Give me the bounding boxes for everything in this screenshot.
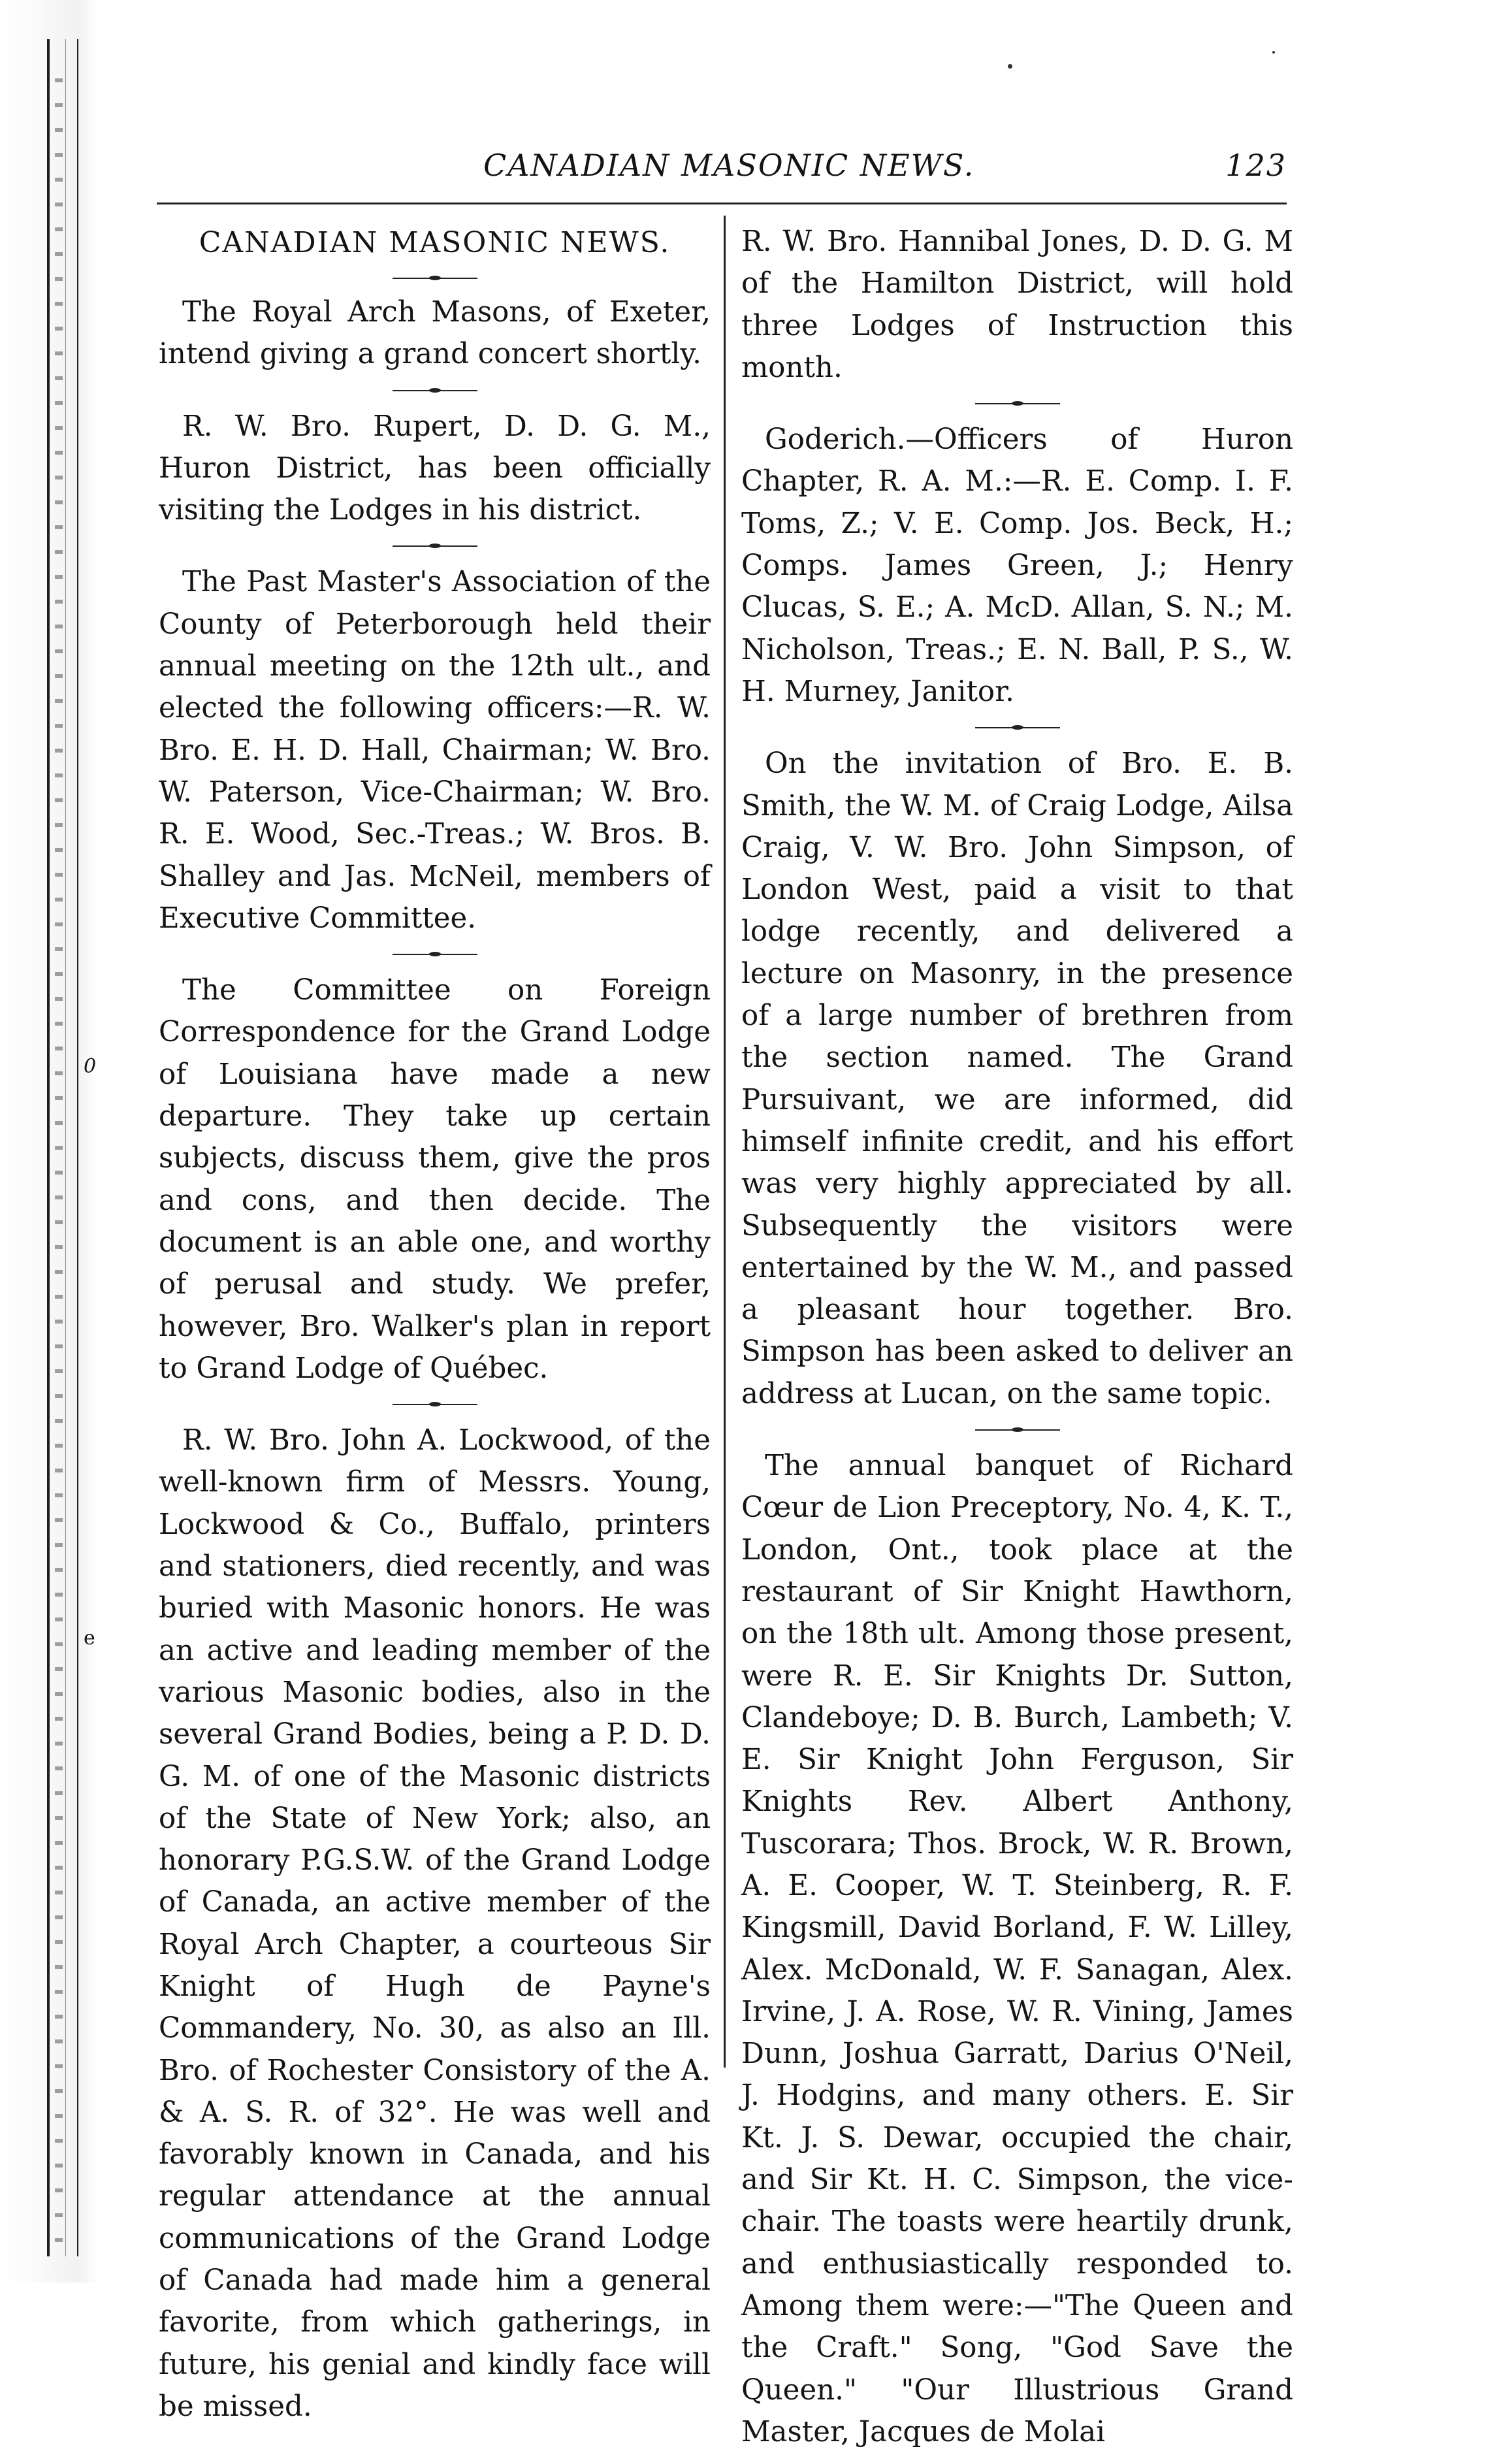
news-item: On the invitation of Bro. E. B. Smith, the W. M. of Craig Lodge, Ailsa Craig, V. W. Bro. John Simpson, of London West, paid a visit to that lodge recently, and delivered a lecture on Masonry, in the presence of a large number of brethren from the section named. The Grand Pursuivant, we are informed, did himself infinite credit, and his effort was very highly appreciated by all. Subsequently the visitors were entertained by the W. M., and passed a pleasant hour together. Bro. Simpson has been asked to deliver an address at Lucan, on the same topic. bbox=[741, 747, 1293, 1410]
margin-mark: e bbox=[84, 1627, 95, 1649]
running-head-title: CANADIAN MASONIC NEWS. bbox=[483, 148, 975, 183]
header-rule bbox=[157, 203, 1287, 204]
item-separator bbox=[159, 531, 711, 561]
section-heading: CANADIAN MASONIC NEWS. bbox=[199, 226, 671, 259]
item-separator bbox=[741, 713, 1293, 743]
running-head bbox=[157, 145, 1287, 197]
ink-speck bbox=[1008, 64, 1012, 69]
ink-speck bbox=[1272, 51, 1275, 54]
page-binding-margin bbox=[0, 0, 98, 2282]
item-separator bbox=[159, 376, 711, 406]
binding-rule bbox=[47, 39, 50, 2256]
news-item: The Past Master's Association of the County of Peterborough held their annual meeting on the 12th ult., and elected the following officers:—R. W. Bro. E. H. D. Hall, Chairman; W. Bro. W. Paterson, Vice-Chairman; W. Bro. R. E. Wood, Sec.-Treas.; W. Bros. B. Shalley and Jas. McNeil, members of Executive Committee. bbox=[159, 566, 711, 935]
news-item: The Committee on Foreign Correspondence for the Grand Lodge of Louisiana have made a new departure. They take up certain subjects, discuss them, give the pros and cons, and then decide. The document is an able one, and worthy of perusal and study. We prefer, however, Bro. Walker's plan in report to Grand Lodge of Québec. bbox=[159, 974, 711, 1385]
news-item: R. W. Bro. John A. Lockwood, of the well-known firm of Messrs. Young, Lockwood & Co., Buffalo, printers and stationers, died recently, and was buried with Masonic honors. He was an active and leading member of the various Masonic bodies, also in the several Grand Bodies, being a P. D. D. G. M. of one of the Masonic districts of the State of New York; also, an honorary P.G.S.W. of the Grand Lodge of Canada, an active member of the Royal Arch Chapter, a courteous Sir Knight of Hugh de Payne's Commandery, No. 30, as also an Ill. Bro. of Rochester Consistory of the A. & A. S. R. of 32°. He was well and favorably known in Canada, and his regular attendance at the annual communications of the Grand Lodge of Canada had made him a general favorite, from which gatherings, in future, his genial and kindly face will be missed. bbox=[159, 1424, 711, 2423]
right-column bbox=[741, 221, 1293, 2453]
news-item: The Royal Arch Masons, of Exeter, intend giving a grand concert shortly. bbox=[159, 296, 711, 371]
margin-mark: 0 bbox=[84, 1055, 97, 1078]
item-separator bbox=[741, 389, 1293, 419]
item-separator bbox=[159, 1389, 711, 1420]
column-rule bbox=[724, 216, 726, 2068]
left-column bbox=[159, 221, 711, 2428]
binding-stitch-marks bbox=[55, 78, 63, 2243]
news-item: Goderich.—Officers of Huron Chapter, R. A. M.:—R. E. Comp. I. F. Toms, Z.; V. E. Comp. Jos. Beck, H.; Comps. James Green, J.; Henry Clucas, S. E.; A. McD. Allan, S. N.; M. Nicholson, Treas.; E. N. Ball, P. S., W. H. Murney, Janitor. bbox=[741, 423, 1293, 708]
item-separator bbox=[159, 939, 711, 969]
item-separator bbox=[741, 1415, 1293, 1445]
news-item: R. W. Bro. Hannibal Jones, D. D. G. M of the Hamilton District, will hold three Lodges of Instruction this month. bbox=[741, 225, 1293, 384]
news-item: R. W. Bro. Rupert, D. D. G. M., Huron District, has been officially visiting the Lodges in his district. bbox=[159, 410, 711, 527]
page-number: 123 bbox=[1225, 148, 1287, 183]
binding-rule bbox=[77, 39, 78, 2256]
binding-rule bbox=[65, 39, 66, 2256]
item-separator bbox=[159, 265, 711, 291]
news-item: The annual banquet of Richard Cœur de Lion Preceptory, No. 4, K. T., London, Ont., took place at the restaurant of Sir Knight Hawthorn, on the 18th ult. Among those present, were R. E. Sir Knights Dr. Sutton, Clandeboye; D. B. Burch, Lambeth; V. E. Sir Knight John Ferguson, Sir Knights Rev. Albert Anthony, Tuscorara; Thos. Brock, W. R. Brown, A. E. Cooper, W. T. Steinberg, R. F. Kingsmill, David Borland, F. W. Lilley, Alex. McDonald, W. F. Sanagan, Alex. Irvine, J. A. Rose, W. R. Vining, James Dunn, Joshua Garratt, Darius O'Neil, J. Hodgins, and many others. E. Sir Kt. J. S. Dewar, occupied the chair, and Sir Kt. H. C. Simpson, the vice-chair. The toasts were heartily drunk, and enthusiastically responded to. Among them were:—"The Queen and the Craft." Song, "God Save the Queen." "Our Illustrious Grand Master, Jacques de Molai bbox=[741, 1450, 1293, 2448]
